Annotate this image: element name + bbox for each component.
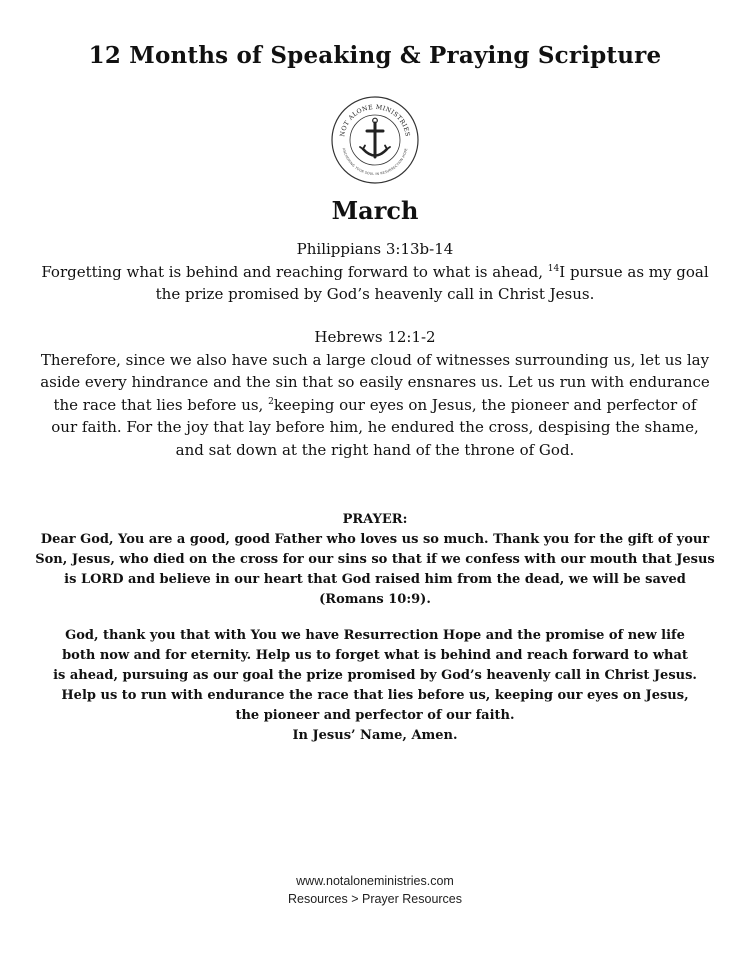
prayer-closing: In Jesus’ Name, Amen. bbox=[292, 728, 458, 743]
footer-website[interactable]: www.notaloneministries.com bbox=[296, 874, 454, 888]
prayer-line: is ahead, pursuing as our goal the prize promised by God’s heavenly call in Christ Jesus. bbox=[53, 668, 697, 683]
footer-breadcrumb: Resources > Prayer Resources bbox=[287, 892, 463, 906]
scripture-text: Therefore, since we also have such a large cloud of witnesses surrounding us, let us lay aside every hindrance and the sin that so easily ensnares us. Let us run with endurance the race that lies before us, $^2$keeping our eyes on Jesus, the pioneer and perfector of our faith. For the joy that lay before him, he endured the cross, despising the shame, and sat down at the right hand of the throne of God. bbox=[40, 350, 710, 459]
logo-top-text: NOT ALONE MINISTRIES bbox=[339, 103, 411, 138]
prayer-paragraph-2 bbox=[30, 626, 720, 746]
anchor-cross-icon bbox=[360, 118, 390, 157]
scripture-reference: Hebrews 12:1-2 bbox=[314, 328, 436, 346]
logo-bottom-text: ANCHORING YOUR SOUL IN RESURRECTION HOPE bbox=[341, 147, 409, 177]
verse-number: 14 bbox=[547, 263, 560, 274]
prayer-line: both now and for eternity. Help us to forget what is behind and reach forward to what bbox=[62, 648, 688, 663]
prayer-line: the pioneer and perfector of our faith. bbox=[235, 708, 515, 723]
ministry-logo bbox=[330, 95, 420, 185]
verse-number: 2 bbox=[268, 396, 274, 407]
prayer-line: Help us to run with endurance the race that lies before us, keeping our eyes on Jesus, bbox=[61, 688, 689, 703]
scripture-passage-1 bbox=[40, 238, 710, 306]
month-heading: March bbox=[331, 196, 419, 225]
prayer-line: God, thank you that with You we have Resurrection Hope and the promise of new life bbox=[65, 628, 685, 643]
prayer-paragraph-1: Dear God, You are a good, good Father who loves us so much. Thank you for the gift of your Son, Jesus, who died on the cross for our sins so that if we confess with our mouth that Jesus is LORD and believe in our heart that God raised him from the dead, we will be saved (Romans 10:9). bbox=[35, 532, 715, 607]
scripture-passage-2 bbox=[40, 326, 710, 461]
scripture-reference: Philippians 3:13b-14 bbox=[296, 240, 454, 258]
document-title: 12 Months of Speaking & Praying Scripture bbox=[88, 42, 662, 69]
prayer-heading: PRAYER: bbox=[342, 512, 408, 527]
scripture-text: Forgetting what is behind and reaching forward to what is ahead, $^{14}$I pursue as my goal the prize promised by God’s heavenly call in Christ Jesus. bbox=[41, 262, 709, 303]
